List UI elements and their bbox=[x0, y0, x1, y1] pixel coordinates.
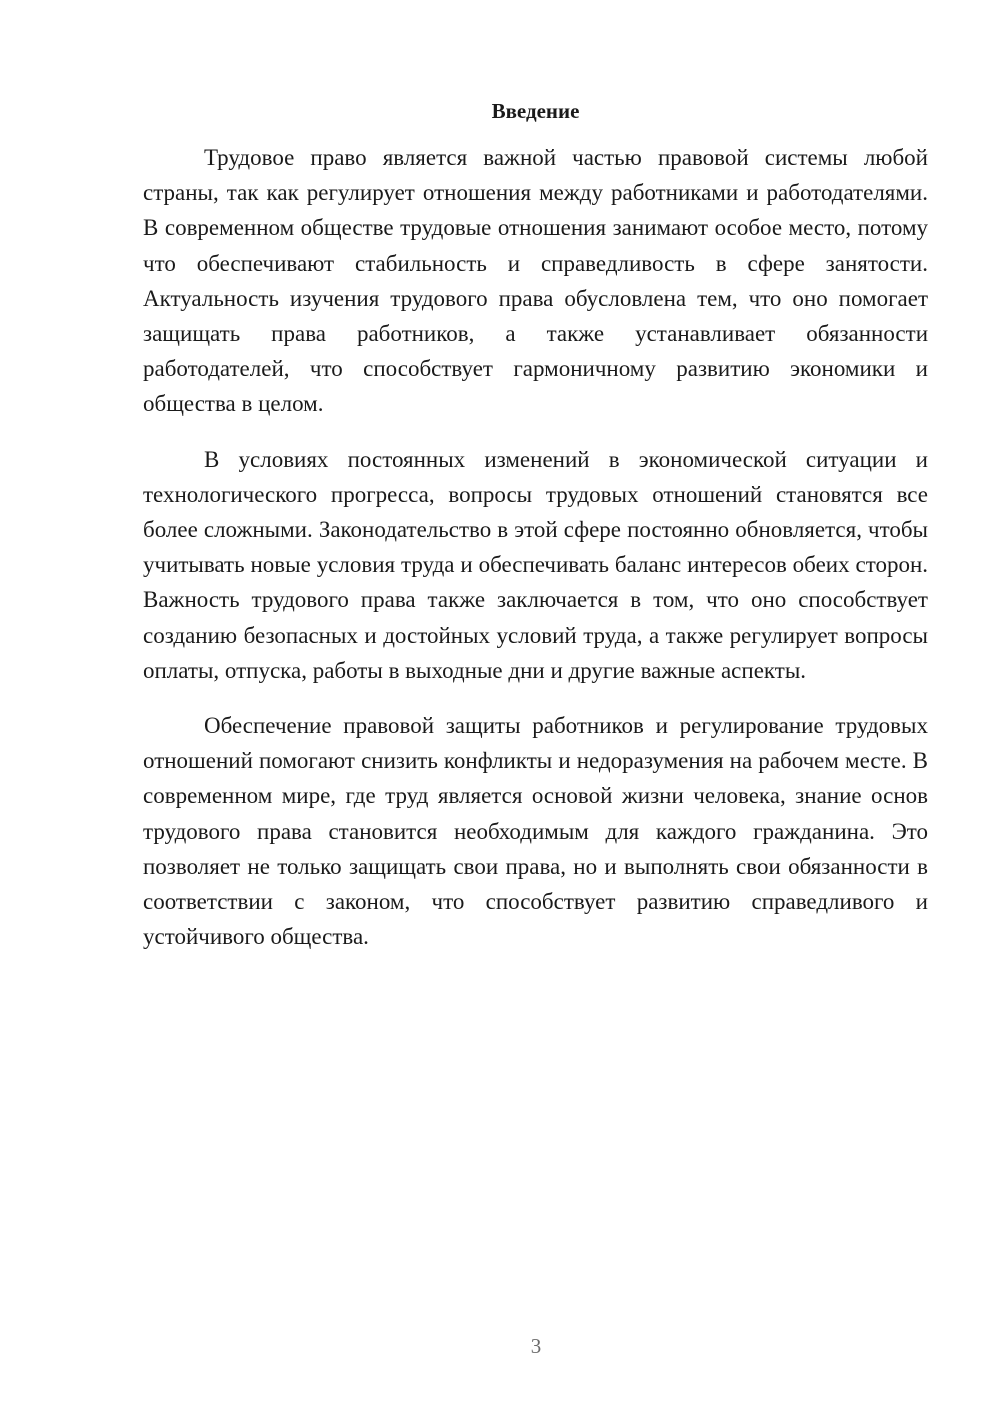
section-title: Введение bbox=[491, 99, 580, 123]
paragraph-3: Обеспечение правовой защиты работников и регулирование трудовых отношений помогают снизить конфликты и недоразумения на рабочем месте. В современном мире, где труд является основой жизни человека, знание основ трудового права становится необходимым для каждого гражданина. Это позволяет не только защищать свои права, но и выполнять свои обязанности в соответствии с законом, что способствует развитию справедливого и устойчивого общества. bbox=[143, 713, 928, 950]
page-content bbox=[143, 96, 928, 974]
paragraph-1: Трудовое право является важной частью правовой системы любой страны, так как регулирует отношения между работниками и работодателями. В современном обществе трудовые отношения занимают особое место, потому что обеспечивают стабильность и справедливость в сфере занятости. Актуальность изучения трудового права обусловлена тем, что оно помогает защищать права работников, а также устанавливает обязанности работодателей, что способствует гармоничному развитию экономики и общества в целом. bbox=[143, 145, 928, 417]
paragraph-2: В условиях постоянных изменений в экономической ситуации и технологического прогресса, вопросы трудовых отношений становятся все более сложными. Законодательство в этой сфере постоянно обновляется, чтобы учитывать новые условия труда и обеспечивать баланс интересов обеих сторон. Важность трудового права также заключается в том, что оно способствует созданию безопасных и достойных условий труда, а также регулирует вопросы оплаты, отпуска, работы в выходные дни и другие важные аспекты. bbox=[143, 446, 928, 683]
page-number: 3 bbox=[530, 1334, 542, 1358]
